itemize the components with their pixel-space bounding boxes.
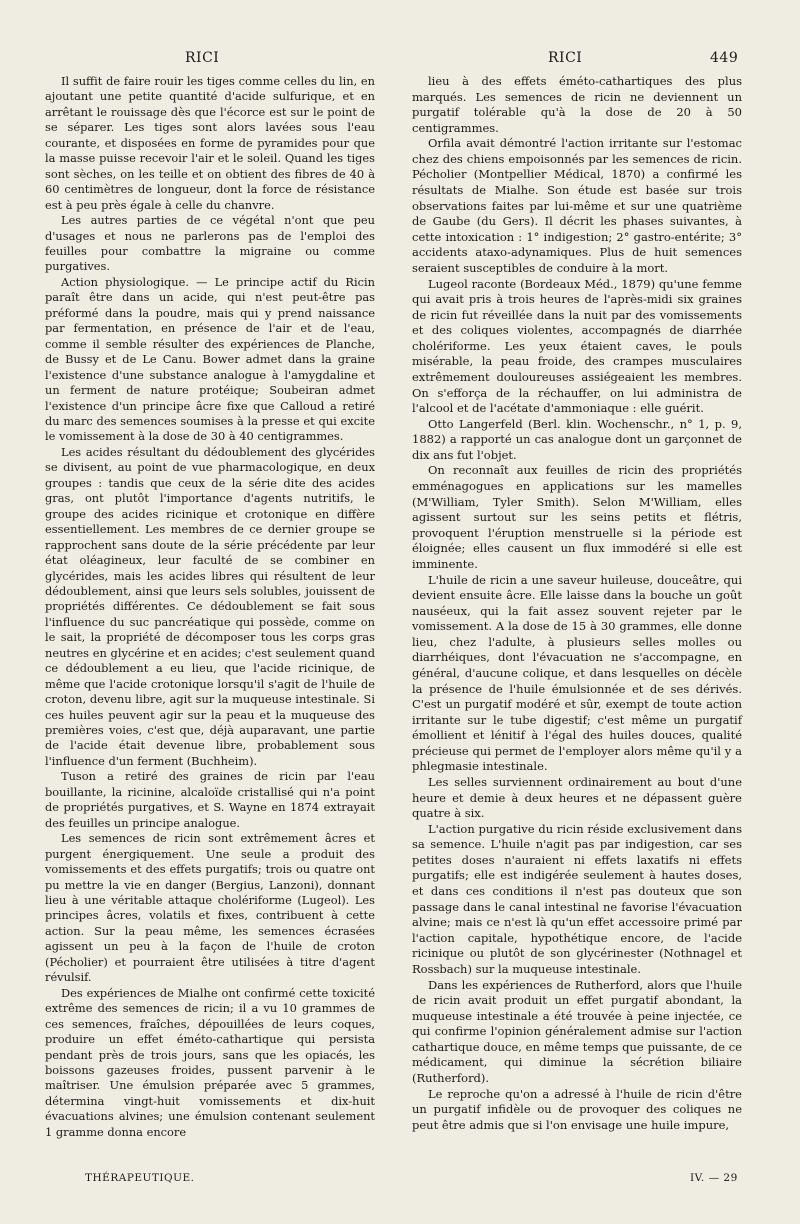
paragraph: Otto Langerfeld (Berl. klin. Wochenschr., n° 1, p. 9, 1882) a rapporté un cas analogue dont un garçonnet de dix ans fut l'objet. (412, 416, 742, 462)
left-column (45, 74, 375, 1140)
right-column (412, 74, 742, 1133)
running-title-left: RICI (185, 50, 220, 66)
paragraph: Tuson a retiré des graines de ricin par l'eau bouillante, la ricinine, alcaloïde cristallisé qui n'a point de propriétés purgatives, et S. Wayne en 1874 extrayait des feuilles un principe analogue. (45, 769, 375, 830)
paragraph: lieu à des effets éméto-cathartiques des plus marqués. Les semences de ricin ne deviennent un purgatif tolérable qu'à la dose de 20 à 50 centigrammes. (412, 74, 742, 135)
page-number: 449 (710, 50, 739, 66)
paragraph: On reconnaît aux feuilles de ricin des propriétés emménagogues en applications sur les mamelles (M'William, Tyler Smith). Selon M'William, elles agissent surtout sur les seins petits et flétris, provoquent l'éruption menstruelle si la période est éloignée; elles causent un flux immodéré si elle est imminente. (412, 463, 742, 571)
paragraph: Les selles surviennent ordinairement au bout d'une heure et demie à deux heures et ne dépassent guère quatre à six. (412, 775, 742, 821)
paragraph: Les acides résultant du dédoublement des glycérides se divisent, au point de vue pharmacologique, en deux groupes : tandis que ceux de la série dite des acides gras, ont plutôt l'importance d'agents nutritifs, le groupe des acides ricinique et crotonique en diffère essentiellement. Les membres de ce dernier groupe se rapprochent sans doute de la série précédente par leur état oléagineux, leur faculté de se combiner en glycérides, mais les acides libres qui résultent de leur dédoublement, ainsi que leurs sels solubles, jouissent de propriétés différentes. Ce dédoublement se fait sous l'influence du suc pancréatique qui possède, comme on le sait, la propriété de décomposer tous les corps gras neutres en glycérine et en acides; c'est seulement quand ce dédoublement a eu lieu, que l'acide ricinique, de même que l'acide crotonique lorsqu'il s'agit de l'huile de croton, devenu libre, agit sur la muqueuse intestinale. Si ces huiles peuvent agir sur la peau et la muqueuse des premières voies, c'est que, déjà auparavant, une partie de l'acide était devenue libre, probablement sous l'influence d'un ferment (Buchheim). (45, 444, 375, 768)
paragraph: Action physiologique. — Le principe actif du Ricin paraît être dans un acide, qui n'est peut-être pas préformé dans la poudre, mais qui y prend naissance par fermentation, en présence de l'air et de l'eau, comme il semble résulter des expériences de Planche, de Bussy et de Le Canu. Bower admet dans la graine l'existence d'une substance analogue à l'amygdaline et un ferment de nature protéique; Soubeiran admet l'existence d'un principe âcre fixe que Calloud a retiré du marc des semences soumises à la presse et qui excite le vomissement à la dose de 30 à 40 centigrammes. (45, 274, 375, 444)
paragraph: Lugeol raconte (Bordeaux Méd., 1879) qu'une femme qui avait pris à trois heures de l'après-midi six graines de ricin fut réveillée dans la nuit par des vomissements et des coliques violentes, accompagnés de diarrhée cholériforme. Les yeux étaient caves, le pouls misérable, la peau froide, des crampes musculaires extrêmement douloureuses assiégeaient les membres. On s'efforça de la réchauffer, on lui administra de l'alcool et de l'acétate d'ammoniaque : elle guérit. (412, 276, 742, 416)
paragraph: Les autres parties de ce végétal n'ont que peu d'usages et nous ne parlerons pas de l'emploi des feuilles pour combattre la migraine ou comme purgatives. (45, 213, 375, 274)
footer-signature: THÉRAPEUTIQUE. (85, 1172, 195, 1184)
paragraph: Le reproche qu'on a adressé à l'huile de ricin d'être un purgatif infidèle ou de provoquer des coliques ne peut être admis que si l'on envisage une huile impure, (412, 1086, 742, 1132)
paragraph: Il suffit de faire rouir les tiges comme celles du lin, en ajoutant une petite quantité d'acide sulfurique, et en arrêtant le rouissage dès que l'écorce est sur le point de se séparer. Les tiges sont alors lavées sous l'eau courante, et disposées en forme de pyramides pour que la masse puisse recevoir l'air et le soleil. Quand les tiges sont sèches, on les teille et on obtient des fibres de 40 à 60 centimètres de longueur, dont la force de résistance est à peu près égale à celle du chanvre. (45, 74, 375, 212)
footer-volume-mark: IV. — 29 (690, 1172, 738, 1184)
running-title-right: RICI (548, 50, 583, 66)
paragraph: Des expériences de Mialhe ont confirmé cette toxicité extrême des semences de ricin; il a vu 10 grammes de ces semences, fraîches, dépouillées de leurs coques, produire un effet éméto-cathartique qui persista pendant près de trois jours, sans que les opiacés, les boissons gazeuses froides, pussent parvenir à le maîtriser. Une émulsion préparée avec 5 grammes, détermina vingt-huit vomissements et dix-huit évacuations alvines; une émulsion contenant seulement 1 gramme donna encore (45, 985, 375, 1139)
paragraph: Orfila avait démontré l'action irritante sur l'estomac chez des chiens empoisonnés par les semences de ricin. Pécholier (Montpellier Médical, 1870) a confirmé les résultats de Mialhe. Son étude est basée sur trois observations faites par lui-même et sur une quatrième de Gaube (du Gers). Il décrit les phases suivantes, à cette intoxication : 1° indigestion; 2° gastro-entérite; 3° accidents ataxo-adynamiques. Plus de huit semences seraient susceptibles de conduire à la mort. (412, 136, 742, 275)
paragraph: Les semences de ricin sont extrêmement âcres et purgent énergiquement. Une seule a produit des vomissements et des effets purgatifs; trois ou quatre ont pu mettre la vie en danger (Bergius, Lanzoni), donnant lieu à une véritable attaque cholériforme (Lugeol). Les principes âcres, volatils et fixes, contribuent à cette action. Sur la peau même, les semences écrasées agissent un peu à la façon de l'huile de croton (Pécholier) et pourraient être utilisées à titre d'agent révulsif. (45, 831, 375, 985)
paragraph: Dans les expériences de Rutherford, alors que l'huile de ricin avait produit un effet purgatif abondant, la muqueuse intestinale a été trouvée à peine injectée, ce qui confirme l'opinion généralement admise sur l'action cathartique douce, en même temps que puissante, de ce médicament, qui diminue la sécrétion biliaire (Rutherford). (412, 977, 742, 1085)
paragraph: L'action purgative du ricin réside exclusivement dans sa semence. L'huile n'agit pas par indigestion, car ses petites doses n'auraient ni effets laxatifs ni effets purgatifs; elle est indigérée seulement à hautes doses, et dans ces conditions il n'est pas douteux que son passage dans le canal intestinal ne favorise l'évacuation alvine; mais ce n'est là qu'un effet accessoire primé par l'action capitale, hypothétique encore, de l'acide ricinique ou plutôt de son glycérinester (Nothnagel et Rossbach) sur la muqueuse intestinale. (412, 821, 742, 976)
paragraph: L'huile de ricin a une saveur huileuse, douceâtre, qui devient ensuite âcre. Elle laisse dans la bouche un goût nauséeux, qui la fait assez souvent rejeter par le vomissement. A la dose de 15 à 30 grammes, elle donne lieu, chez l'adulte, à plusieurs selles molles ou diarrhéiques, dont l'évacuation ne s'accompagne, en général, d'aucune colique, et dans lesquelles on décèle la présence de l'huile émulsionnée et de ses dérivés. C'est un purgatif modéré et sûr, exempt de toute action irritante sur le tube digestif; c'est même un purgatif émollient et lénitif à l'égal des huiles douces, qualité précieuse qui permet de l'employer alors même qu'il y a phlegmasie intestinale. (412, 572, 742, 774)
